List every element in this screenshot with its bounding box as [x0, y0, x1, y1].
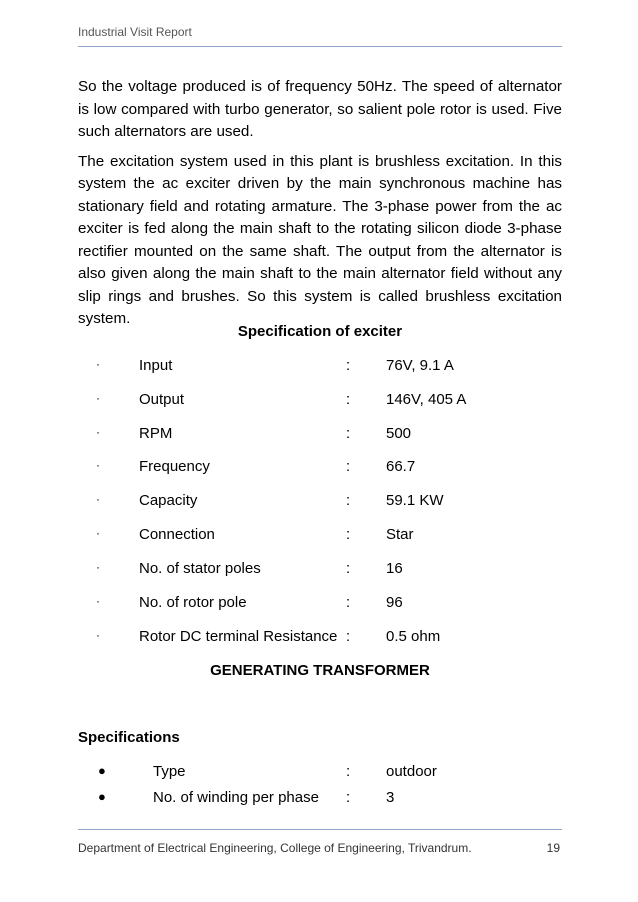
bullet: ●	[98, 789, 106, 804]
spec-label: Rotor DC terminal Resistance	[139, 628, 338, 645]
spec-label: Frequency	[139, 458, 210, 475]
bullet: ·	[96, 357, 100, 371]
bullet: ·	[96, 526, 100, 540]
spec-value: 500	[386, 425, 412, 442]
body-text	[78, 76, 562, 331]
bullet: ·	[96, 594, 100, 608]
spec-value: 16	[386, 560, 403, 577]
spec-value: 59.1 KW	[386, 492, 444, 509]
spec-separator: :	[346, 492, 351, 509]
spec-separator: :	[346, 526, 351, 543]
spec-value: 3	[386, 789, 395, 806]
spec-separator: :	[346, 425, 351, 442]
exciter-spec-row	[78, 628, 562, 648]
spec-separator: :	[346, 594, 351, 611]
spec-label: Capacity	[139, 492, 198, 509]
spec-separator: :	[346, 458, 351, 475]
spec-value: Star	[386, 526, 414, 543]
footer-department: Department of Electrical Engineering, College of Engineering, Trivandrum.	[78, 841, 472, 855]
spec-label: Connection	[139, 526, 215, 543]
bullet: ·	[96, 492, 100, 506]
spec-label: No. of winding per phase	[153, 789, 319, 806]
spec-value: outdoor	[386, 763, 437, 780]
spec-separator: :	[346, 628, 351, 645]
exciter-spec-row	[78, 425, 562, 445]
exciter-spec-row	[78, 357, 562, 377]
spec-value: 76V, 9.1 A	[386, 357, 454, 374]
paragraph-alternator: So the voltage produced is of frequency 50Hz. The speed of alternator is low compared with turbo generator, so salient pole rotor is used. Five such alternators are used.	[78, 78, 562, 140]
exciter-spec-row	[78, 560, 562, 580]
running-header: Industrial Visit Report	[78, 25, 192, 39]
footer-divider	[78, 829, 562, 830]
transformer-spec-row	[78, 789, 562, 809]
transformer-spec-row	[78, 763, 562, 783]
bullet: ●	[98, 763, 106, 778]
spec-separator: :	[346, 357, 351, 374]
spec-label: No. of rotor pole	[139, 594, 247, 611]
exciter-spec-row	[78, 391, 562, 411]
specifications-title: Specifications	[78, 729, 180, 746]
bullet: ·	[96, 628, 100, 642]
spec-separator: :	[346, 391, 351, 408]
exciter-heading: Specification of exciter	[237, 323, 403, 340]
spec-value: 66.7	[386, 458, 416, 475]
spec-value: 96	[386, 594, 403, 611]
spec-label: Output	[139, 391, 185, 408]
spec-value: 0.5 ohm	[386, 628, 441, 645]
exciter-spec-row	[78, 492, 562, 512]
spec-label: Type	[153, 763, 186, 780]
bullet: ·	[96, 391, 100, 405]
bullet: ·	[96, 425, 100, 439]
bullet: ·	[96, 560, 100, 574]
spec-separator: :	[346, 763, 351, 780]
exciter-spec-row	[78, 594, 562, 614]
spec-value: 146V, 405 A	[386, 391, 467, 408]
exciter-spec-row	[78, 458, 562, 478]
spec-label: RPM	[139, 425, 173, 442]
spec-label: Input	[139, 357, 173, 374]
spec-separator: :	[346, 560, 351, 577]
header-divider	[78, 46, 562, 47]
transformer-heading: GENERATING TRANSFORMER	[210, 662, 430, 679]
bullet: ·	[96, 458, 100, 472]
page-number: 19	[546, 841, 560, 855]
spec-label: No. of stator poles	[139, 560, 261, 577]
exciter-spec-row	[78, 526, 562, 546]
spec-separator: :	[346, 789, 351, 806]
paragraph-excitation: The excitation system used in this plant is brushless excitation. In this system the ac exciter driven by the main synchronous machine has stationary field and rotating armature. The 3-phase power from the ac exciter is fed along the main shaft to the rotating silicon diode 3-phase rectifier mounted on the same shaft. The output from the alternator is also given along the main shaft to the main alternator field without any slip rings and brushes. So this system is called brushless excitation system.	[78, 152, 562, 327]
